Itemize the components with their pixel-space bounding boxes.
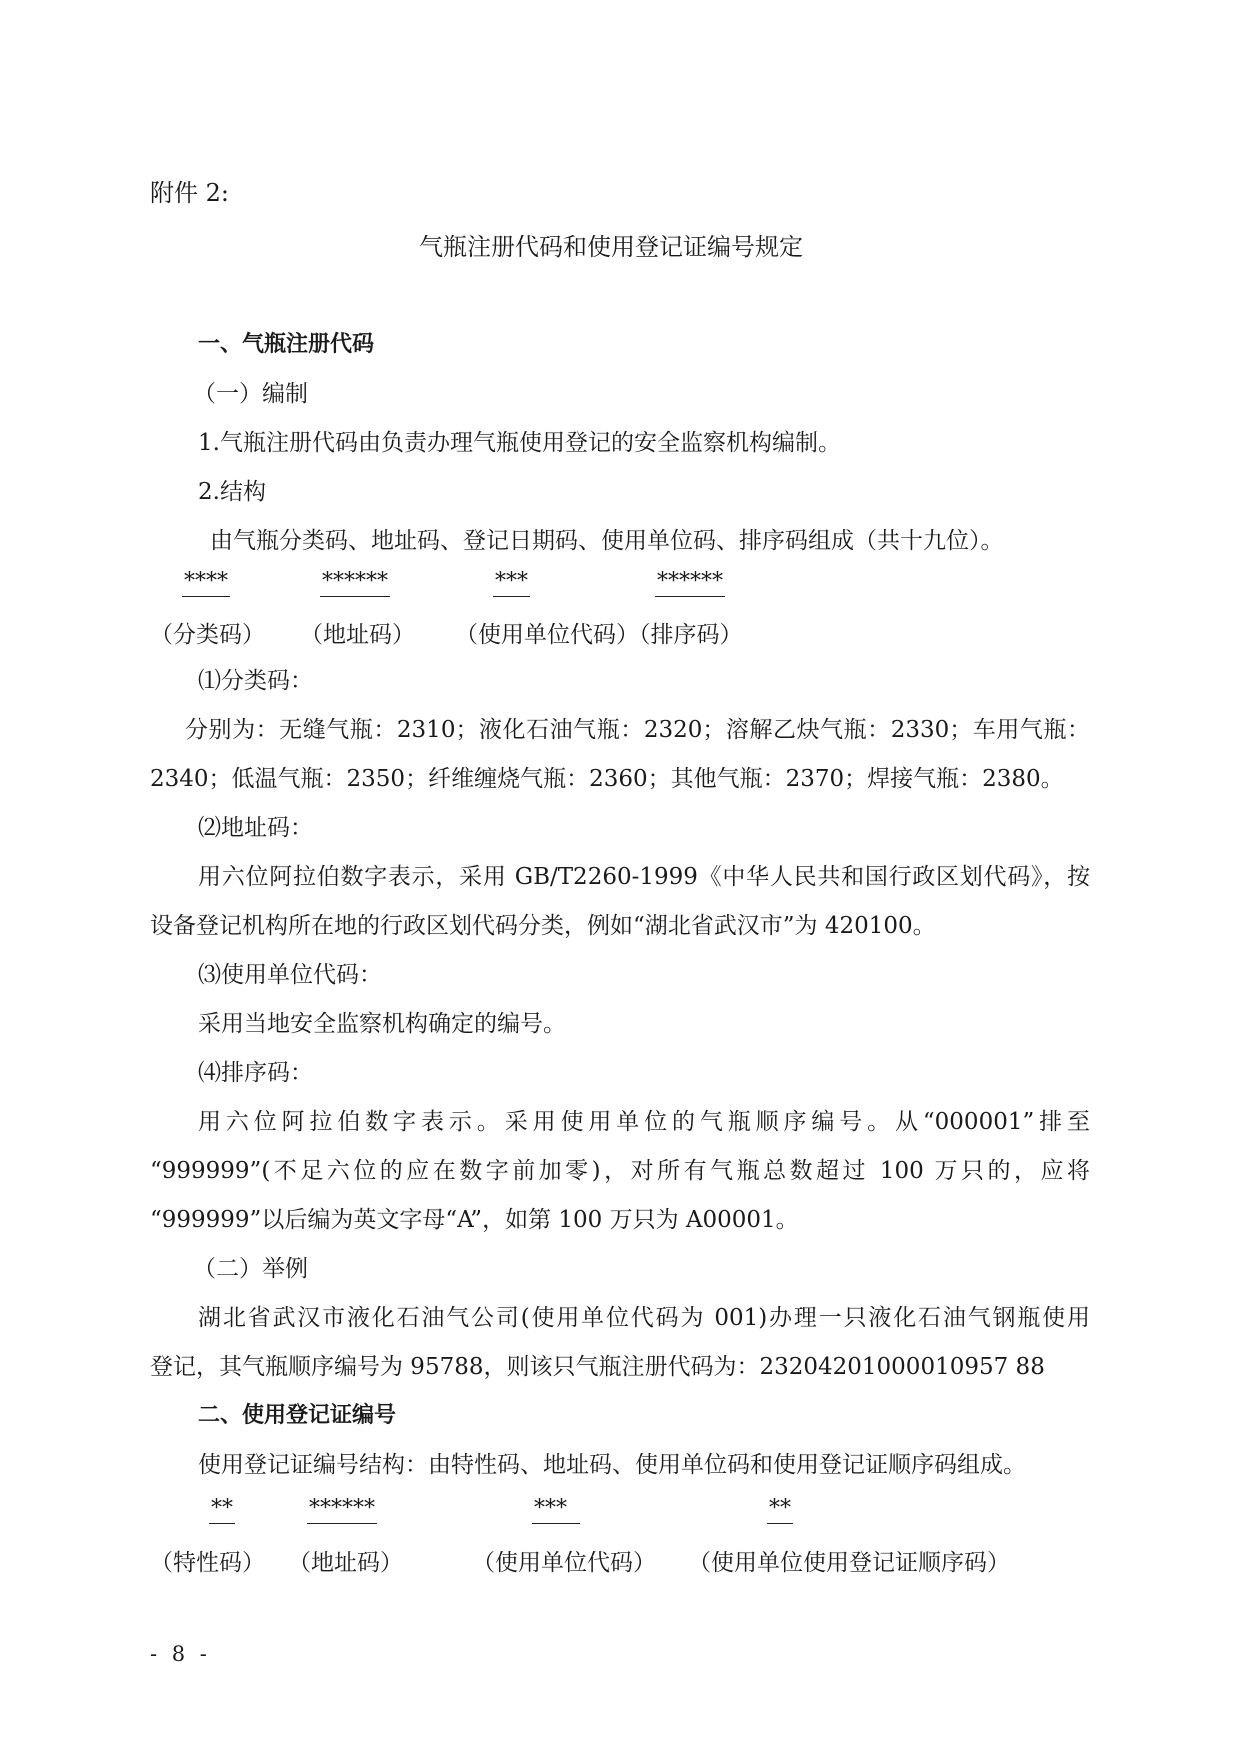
attachment-label: 附件 2:: [150, 179, 229, 207]
item-4-line-2: “999999”(不足六位的应在数字前加零)，对所有气瓶总数超过 100 万只的，应将: [150, 1158, 1090, 1184]
item-3-title: ⑶使用单位代码：: [198, 962, 382, 988]
item-3-line-1: 采用当地安全监察机构确定的编号。: [198, 1011, 566, 1037]
paragraph-1: 1.气瓶注册代码由负责办理气瓶使用登记的安全监察机构编制。: [198, 430, 841, 456]
paragraph-2: 2.结构: [198, 479, 266, 505]
section-1-heading: 一、气瓶注册代码: [198, 332, 375, 357]
paragraph-3: 由气瓶分类码、地址码、登记日期码、使用单位码、排序码组成（共十九位）。: [210, 528, 1004, 554]
structure-2-code-user: ***: [532, 1495, 580, 1524]
subsection-example: （二）举例: [193, 1256, 308, 1282]
structure-2-label-address: （地址码）: [288, 1550, 403, 1576]
page-number: - 8 -: [150, 1642, 211, 1666]
structure-2-label-feature: （特性码）: [150, 1550, 265, 1576]
structure-1-label-user-sequence: （使用单位代码）（排序码）: [455, 622, 743, 648]
page-title: 气瓶注册代码和使用登记证编号规定: [419, 233, 803, 261]
item-2-title: ⑵地址码：: [198, 815, 313, 841]
item-1-line-1: 分别为：无缝气瓶：2310；液化石油气瓶：2320；溶解乙炔气瓶：2330；车用气瓶：: [185, 717, 1090, 743]
item-4-line-3: “999999”以后编为英文字母“A”，如第 100 万只为 A00001。: [150, 1207, 799, 1233]
section-2-heading: 二、使用登记证编号: [198, 1403, 397, 1428]
example-line-1: 湖北省武汉市液化石油气公司(使用单位代码为 001)办理一只液化石油气钢瓶使用: [198, 1305, 1090, 1331]
item-4-line-1: 用六位阿拉伯数字表示。采用使用单位的气瓶顺序编号。从“000001”排至: [198, 1109, 1090, 1135]
structure-2-code-feature: **: [209, 1495, 235, 1524]
item-1-title: ⑴分类码：: [198, 668, 313, 694]
structure-1-code-classification: ****: [182, 568, 230, 597]
structure-1-code-user: ***: [493, 568, 530, 597]
subsection-compile: （一）编制: [193, 381, 308, 407]
structure-2-label-user: （使用单位代码）: [472, 1550, 656, 1576]
structure-1-code-sequence: ******: [655, 568, 725, 597]
item-2-line-2: 设备登记机构所在地的行政区划代码分类，例如“湖北省武汉市”为 420100。: [150, 913, 936, 939]
structure-1-label-address: （地址码）: [300, 622, 415, 648]
item-2-line-1: 用六位阿拉伯数字表示，采用 GB/T2260-1999《中华人民共和国行政区划代码》，按: [198, 864, 1090, 890]
section-2-paragraph: 使用登记证编号结构：由特性码、地址码、使用单位码和使用登记证顺序码组成。: [198, 1452, 1026, 1478]
item-4-title: ⑷排序码：: [198, 1060, 313, 1086]
item-1-line-2: 2340；低温气瓶：2350；纤维缠烧气瓶：2360；其他气瓶：2370；焊接气瓶：2380。: [150, 766, 1064, 792]
structure-2-label-sequence: （使用单位使用登记证顺序码）: [688, 1550, 1010, 1576]
structure-2-code-sequence: **: [767, 1495, 793, 1524]
structure-1-code-address: ******: [320, 568, 390, 597]
structure-2-code-address: ******: [307, 1495, 377, 1524]
example-line-2: 登记，其气瓶顺序编号为 95788，则该只气瓶注册代码为：23204201000010957 88: [150, 1354, 1045, 1380]
structure-1-label-classification: （分类码）: [150, 622, 265, 648]
